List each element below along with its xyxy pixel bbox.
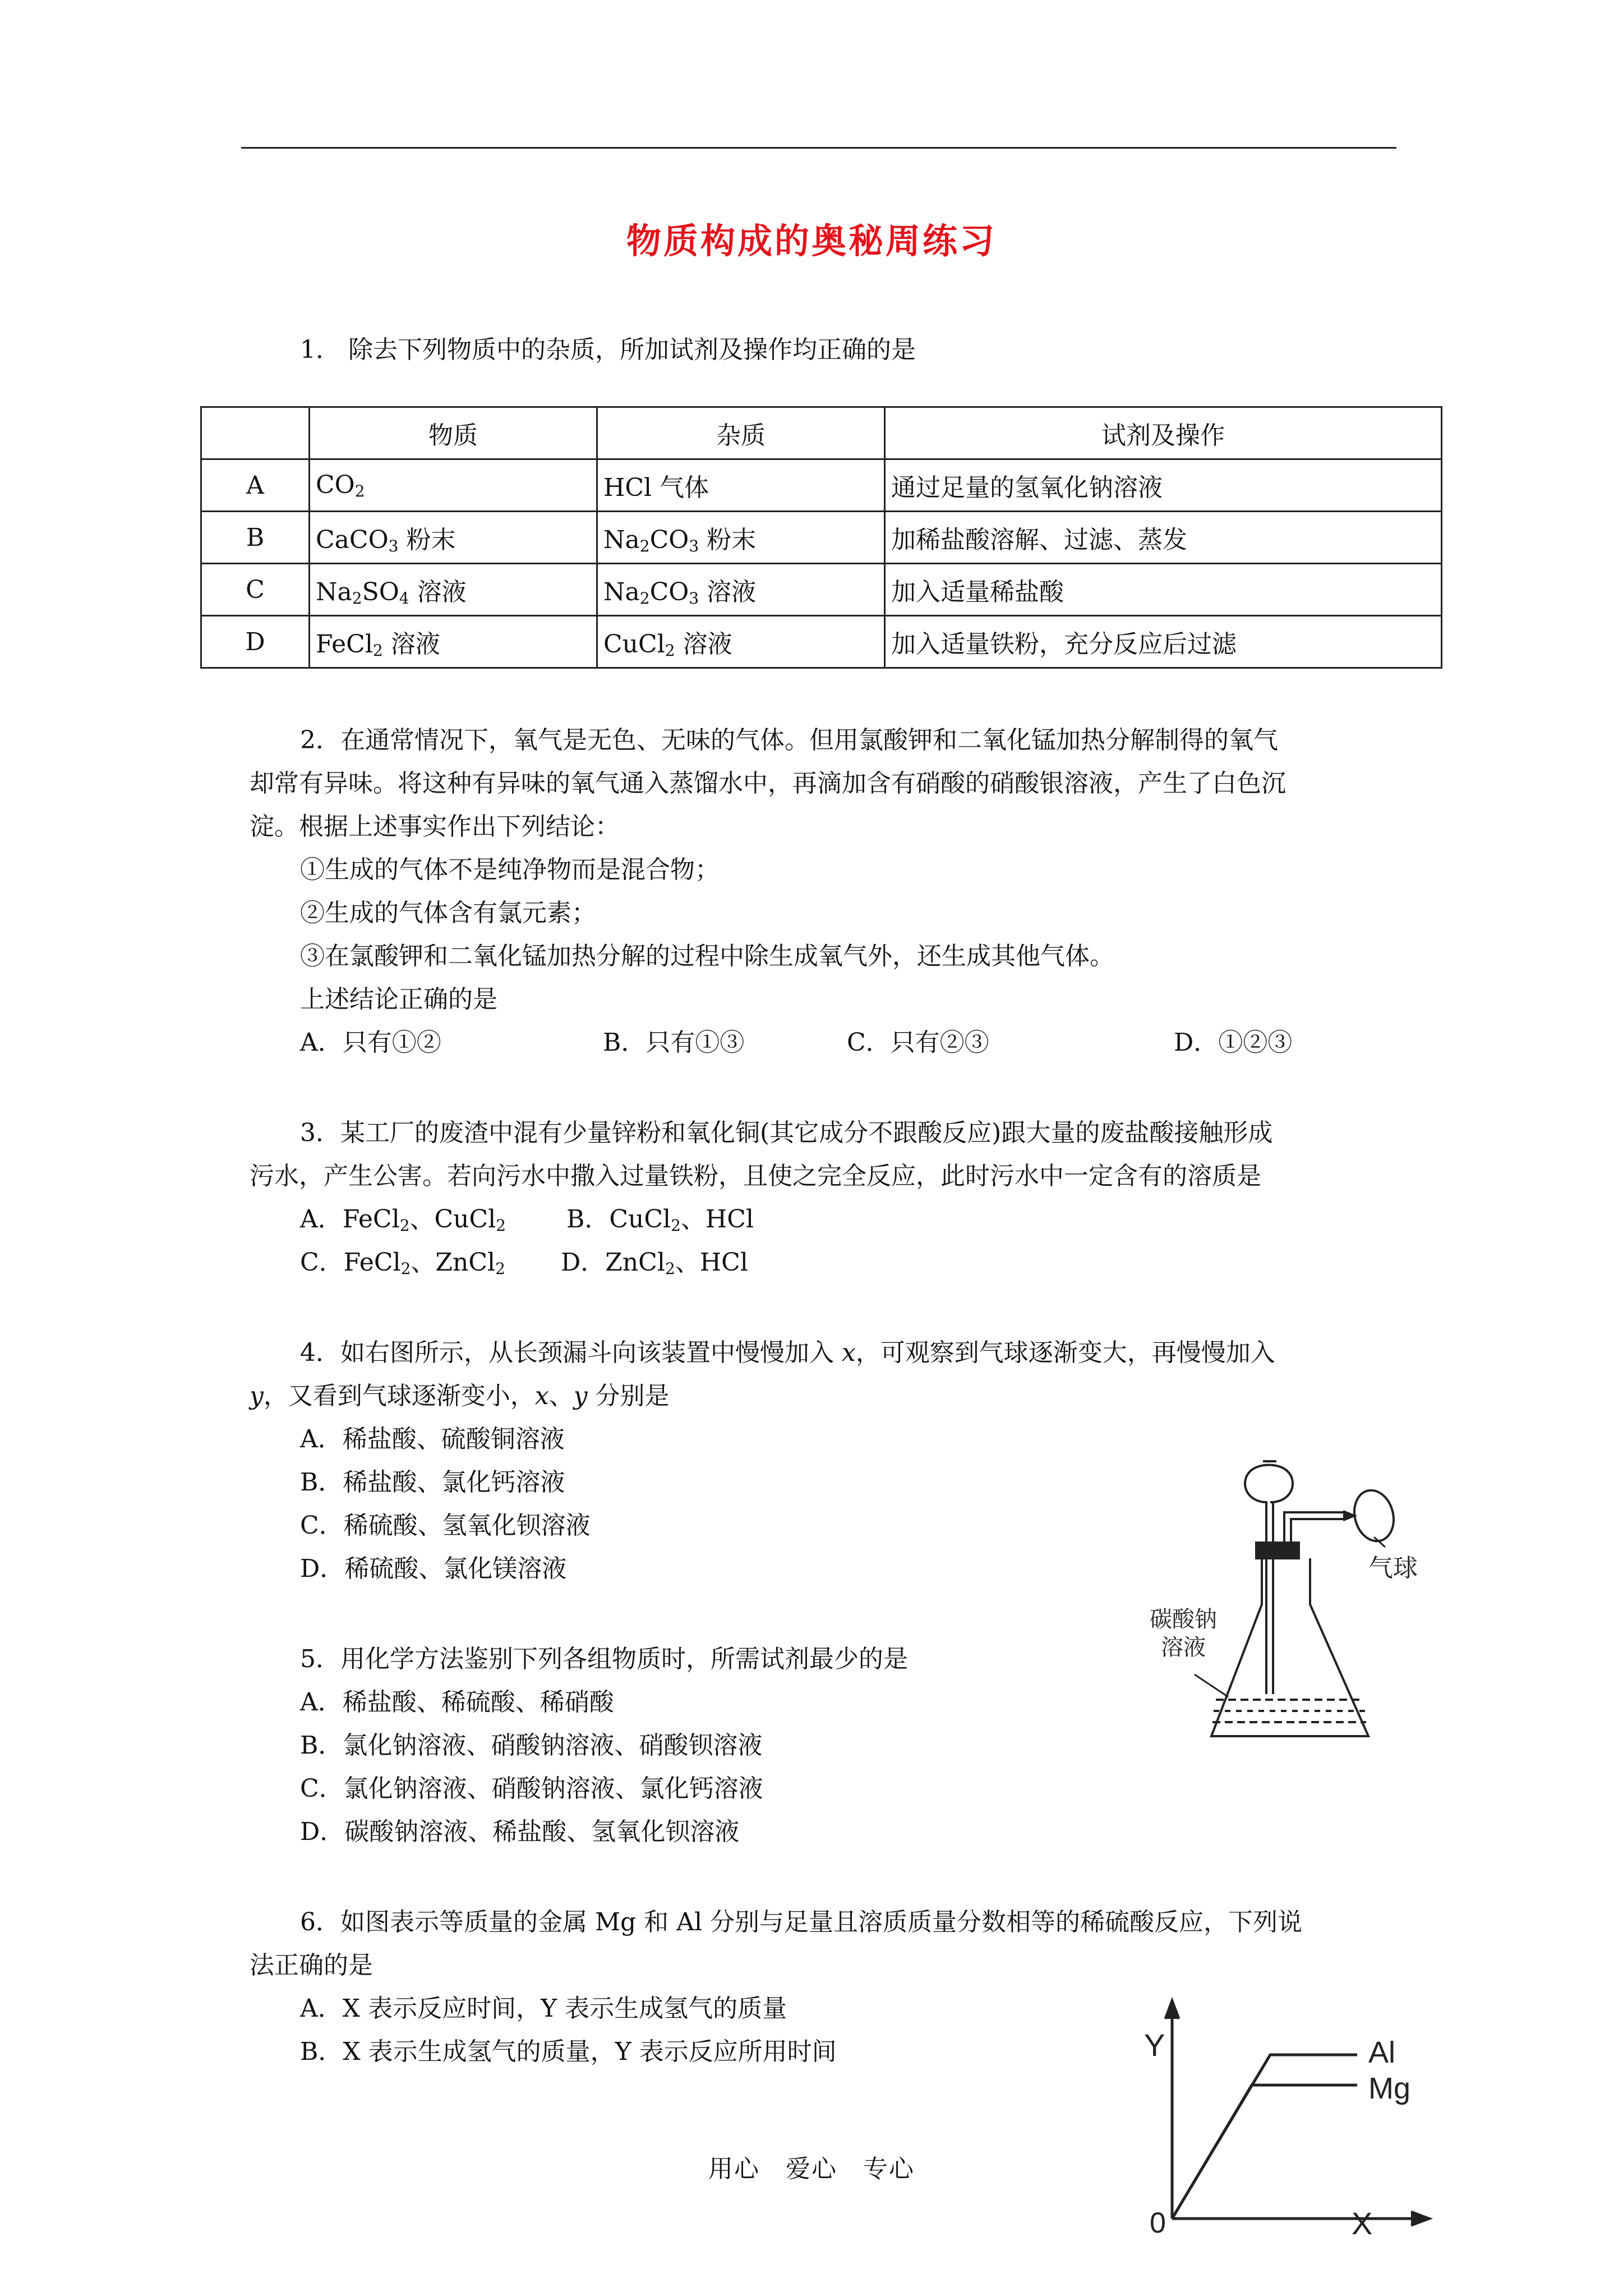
row-impurity: $Na_2CO_3$ 溶液	[597, 564, 885, 616]
header-rule	[241, 147, 1396, 149]
q2-option-b[interactable]: B．只有①③	[603, 1028, 745, 1057]
q6-graph	[1127, 1994, 1441, 2241]
y-axis-label: Y	[1144, 2027, 1165, 2063]
q3-option-b[interactable]: B．CuCl$_2$、HCl	[566, 1205, 754, 1235]
table-row	[201, 459, 1442, 512]
row-substance: FeCl$_2$ 溶液	[310, 616, 597, 668]
q2-conclusion: ①生成的气体不是纯净物而是混合物；	[300, 855, 720, 884]
q4-line: y，又看到气球逐渐变小，x、y 分别是	[250, 1382, 670, 1410]
q2-line: 2．在通常情况下，氧气是无色、无味的气体。但用氯酸钾和二氧化锰加热分解制得的氧气	[300, 726, 1278, 754]
row-label: D	[201, 616, 310, 668]
row-impurity: HCl 气体	[597, 459, 885, 512]
row-substance: CaCO$_3$ 粉末	[310, 512, 597, 564]
q6-option-a[interactable]: A．X 表示反应时间，Y 表示生成氢气的质量	[300, 1994, 787, 2023]
row-method: 加稀盐酸溶解、过滤、蒸发	[885, 512, 1442, 564]
solution-label: 溶液	[1161, 1635, 1206, 1660]
stopper	[1256, 1543, 1299, 1558]
q2-option-d[interactable]: D．①②③	[1174, 1028, 1293, 1057]
q6-line: 6．如图表示等质量的金属 Mg 和 Al 分别与足量且溶质质量分数相等的稀硫酸反应，下列说	[300, 1908, 1303, 1936]
q2-option-a[interactable]: A．只有①②	[300, 1028, 441, 1057]
row-method: 加入适量稀盐酸	[885, 564, 1442, 616]
row-substance: $Na_2SO_4$ 溶液	[310, 564, 597, 616]
q2-conclusion: ②生成的气体含有氯元素；	[300, 899, 596, 927]
solution-label: 碳酸钠	[1150, 1607, 1217, 1632]
row-substance: $CO_2$	[310, 459, 597, 512]
q5-option-b[interactable]: B．氯化钠溶液、硝酸钠溶液、硝酸钡溶液	[300, 1731, 763, 1760]
q5-option-d[interactable]: D．碳酸钠溶液、稀盐酸、氢氧化钡溶液	[300, 1818, 740, 1846]
balloon-label: 气球	[1368, 1554, 1418, 1582]
al-line	[1172, 2055, 1357, 2219]
row-label: A	[201, 459, 310, 512]
q4-option-d[interactable]: D．稀硫酸、氯化镁溶液	[300, 1554, 567, 1583]
q2-line: 却常有异味。将这种有异味的氧气通入蒸馏水中，再滴加含有硝酸的硝酸银溶液，产生了白色沉	[250, 769, 1286, 798]
page-footer: 用心 爱心 专心	[708, 2155, 915, 2183]
q6-line: 法正确的是	[250, 1951, 373, 1980]
flask	[1211, 1558, 1368, 1736]
origin-label: 0	[1150, 2207, 1166, 2239]
funnel-bulb	[1245, 1465, 1293, 1503]
q1-table	[200, 406, 1442, 669]
row-label: B	[201, 512, 310, 564]
q4-option-c[interactable]: C．稀硫酸、氢氧化钡溶液	[300, 1511, 591, 1540]
q3-option-d[interactable]: D．ZnCl$_2$、HCl	[561, 1248, 748, 1278]
q3-line: 污水，产生公害。若向污水中撒入过量铁粉，且使之完全反应，此时污水中一定含有的溶质是	[250, 1162, 1261, 1190]
q4-line: 4．如右图所示，从长颈漏斗向该装置中慢慢加入 x，可观察到气球逐渐变大，再慢慢加入	[300, 1338, 1275, 1367]
q2-conclusion: ③在氯酸钾和二氧化锰加热分解的过程中除生成氧气外，还生成其他气体。	[300, 942, 1114, 970]
row-impurity: CuCl$_2$ 溶液	[597, 616, 885, 668]
q5-option-c[interactable]: C．氯化钠溶液、硝酸钠溶液、氯化钙溶液	[300, 1774, 763, 1803]
q2-prompt: 上述结论正确的是	[300, 985, 497, 1014]
q6-option-b[interactable]: B．X 表示生成氢气的质量，Y 表示反应所用时间	[300, 2037, 837, 2066]
q4-option-a[interactable]: A．稀盐酸、硫酸铜溶液	[300, 1425, 565, 1453]
table-row	[201, 564, 1442, 616]
q3-line: 3．某工厂的废渣中混有少量锌粉和氧化铜(其它成分不跟酸反应)跟大量的废盐酸接触形成	[300, 1119, 1273, 1147]
series-label-al: Al	[1368, 2036, 1396, 2069]
page-title: 物质构成的奥秘周练习	[626, 220, 997, 261]
q5-stem: 5．用化学方法鉴别下列各组物质时，所需试剂最少的是	[300, 1645, 908, 1673]
header-cell	[201, 407, 310, 459]
row-impurity: $Na_2CO_3$ 粉末	[597, 512, 885, 564]
table-header-row	[201, 407, 1442, 459]
table-row	[201, 616, 1442, 668]
row-method: 通过足量的氢氧化钠溶液	[885, 459, 1442, 512]
q4-option-b[interactable]: B．稀盐酸、氯化钙溶液	[300, 1468, 565, 1497]
q3-option-c[interactable]: C．FeCl$_2$、ZnCl$_2$	[300, 1248, 505, 1278]
header-cell: 物质	[310, 407, 597, 459]
q1-stem: 1． 除去下列物质中的杂质，所加试剂及操作均正确的是	[300, 335, 916, 364]
q2-line: 淀。根据上述事实作出下列结论：	[250, 812, 620, 841]
q5-option-a[interactable]: A．稀盐酸、稀硫酸、稀硝酸	[300, 1688, 614, 1717]
q2-option-c[interactable]: C．只有②③	[847, 1028, 989, 1057]
q4-apparatus-figure	[1144, 1453, 1424, 1745]
table-row	[201, 512, 1442, 564]
row-method: 加入适量铁粉，充分反应后过滤	[885, 616, 1442, 668]
q3-option-a[interactable]: A．FeCl$_2$、CuCl$_2$	[300, 1205, 506, 1235]
header-cell: 试剂及操作	[885, 407, 1442, 459]
series-label-mg: Mg	[1368, 2072, 1411, 2105]
row-label: C	[201, 564, 310, 616]
header-cell: 杂质	[597, 407, 885, 459]
x-axis-label: X	[1352, 2206, 1373, 2241]
